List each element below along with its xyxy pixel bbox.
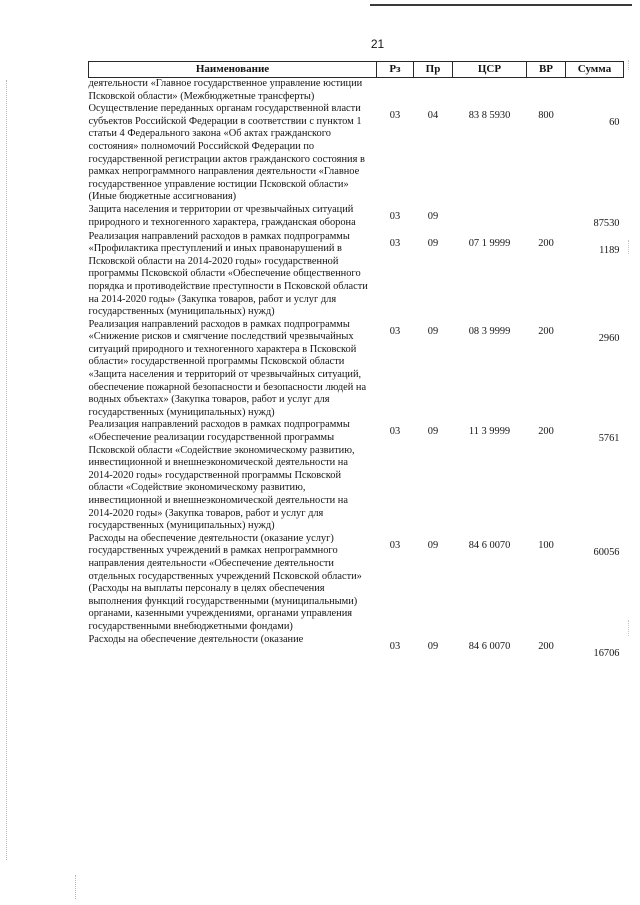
row-vr: 200 [538, 640, 554, 652]
row-name: Реализация направлений расходов в рамках подпрограммы «Профилактика преступлений и иных правонарушений в Псковской области на 2014-2020 годы» государственной программы Псковской области «Обеспечение общественного порядка и противодействие преступности в Псковской области на 2014-2020 годы» (Закупка товаров, работ и услуг для государственных (муниципальных) нужд) [88, 230, 368, 318]
row-rz: 03 [389, 539, 401, 551]
row-csr: 83 8 5930 [468, 110, 511, 122]
row-name: Реализация направлений расходов в рамках подпрограммы «Обеспечение реализации государственной программы Псковской области «Содействие экономическому развитию, инвестиционной и внешнеэкономической деятельности на 2014-2020 годы» государственной программы Псковской области «Содействие экономическому развитию, инвестиционной и внешнеэкономической деятельности на 2014-2020 годы» (Закупка товаров, работ и услуг для государственных (муниципальных) нужд) [88, 419, 355, 532]
margin-mark-right-3 [628, 620, 630, 636]
row-pr: 09 [427, 539, 439, 551]
row-name: Реализация направлений расходов в рамках подпрограммы «Снижение рисков и смягчение последствий чрезвычайных ситуаций природного и техногенного характера в Псковской области» государственной программы Псковской области «Защита населения и территорий от чрезвычайных ситуаций, обеспечение пожарной безопасности и безопасности людей на водных объектах» (Закупка товаров, работ и услуг для государственных (муниципальных) нужд) [88, 318, 367, 418]
row-csr: 84 6 0070 [468, 640, 511, 652]
row-pr: 09 [427, 325, 439, 337]
row-pr [414, 78, 453, 104]
row-csr: 07 1 9999 [468, 237, 511, 249]
row-csr: 11 3 9999 [468, 426, 511, 438]
row-name: Осуществление переданных органам государственной власти субъектов Российской Федерации в соответствии с пунктом 1 статьи 4 Федерального закона «Об актах гражданского состояния» полномочий Российской Федерации по государственной регистрации актов гражданского состояния в рамках непрограммного направления деятельности «Главное государственное управление юстиции Псковской области» (Иные бюджетные ассигнования) [88, 103, 365, 203]
row-vr [527, 204, 566, 231]
top-rule [370, 4, 632, 6]
header-sum: Сумма [566, 62, 624, 78]
row-sum: 87530 [593, 217, 620, 229]
row-pr: 09 [427, 210, 439, 222]
margin-mark-right-2 [628, 240, 630, 254]
row-name: Расходы на обеспечение деятельности (оказание [88, 633, 304, 645]
row-csr [453, 78, 527, 104]
table-row [89, 634, 624, 661]
table-row [89, 78, 624, 104]
row-rz [377, 78, 414, 104]
row-csr: 08 3 9999 [468, 325, 511, 337]
row-vr: 200 [538, 426, 554, 438]
row-csr [453, 204, 527, 231]
table-row [89, 419, 624, 532]
row-name: Защита населения и территории от чрезвычайных ситуаций природного и техногенного характера, гражданская оборона [88, 203, 356, 228]
row-vr: 200 [538, 237, 554, 249]
header-pr: Пр [414, 62, 453, 78]
binding-dots-bottom [75, 875, 77, 899]
row-rz: 03 [389, 237, 401, 249]
table-row [89, 231, 624, 319]
row-name: Расходы на обеспечение деятельности (оказание услуг) государственных учреждений в рамках непрограммного направления деятельности «Обеспечение деятельности отдельных государственных учреждений Псковской области» (Расходы на выплаты персоналу в целях обеспечения выполнения функций государственными (муниципальными) органами, казенными учреждениями, органами управления государственными внебюджетными фондами) [88, 532, 362, 632]
row-sum [566, 78, 624, 104]
header-csr: ЦСР [453, 62, 527, 78]
row-rz: 03 [389, 110, 401, 122]
table-row [89, 319, 624, 420]
header-name: Наименование [89, 62, 377, 78]
row-rz: 03 [389, 640, 401, 652]
row-rz: 03 [389, 426, 401, 438]
table-header-row [89, 62, 624, 78]
row-vr: 200 [538, 325, 554, 337]
row-sum: 5761 [598, 433, 620, 445]
header-rz: Рз [377, 62, 414, 78]
budget-table [88, 61, 624, 660]
row-sum: 1189 [599, 244, 620, 256]
row-vr: 800 [538, 110, 554, 122]
row-csr: 84 6 0070 [468, 539, 511, 551]
row-rz: 03 [389, 210, 401, 222]
row-pr: 09 [427, 426, 439, 438]
row-sum: 2960 [598, 332, 620, 344]
binding-dots-left [6, 80, 8, 860]
row-pr: 04 [427, 110, 439, 122]
row-sum: 16706 [593, 647, 620, 659]
row-name: деятельности «Главное государственное управление юстиции Псковской области» (Межбюджетные трансферты) [88, 78, 363, 102]
row-vr [527, 78, 566, 104]
header-vr: ВР [527, 62, 566, 78]
row-vr: 100 [538, 539, 554, 551]
row-sum: 60 [609, 117, 620, 129]
table-row [89, 103, 624, 204]
table-row [89, 533, 624, 634]
page-number: 21 [370, 37, 385, 51]
table-row [89, 204, 624, 231]
row-pr: 09 [427, 237, 439, 249]
margin-mark-right-1 [628, 60, 630, 70]
row-pr: 09 [427, 640, 439, 652]
row-rz: 03 [389, 325, 401, 337]
row-sum: 60056 [593, 546, 620, 558]
